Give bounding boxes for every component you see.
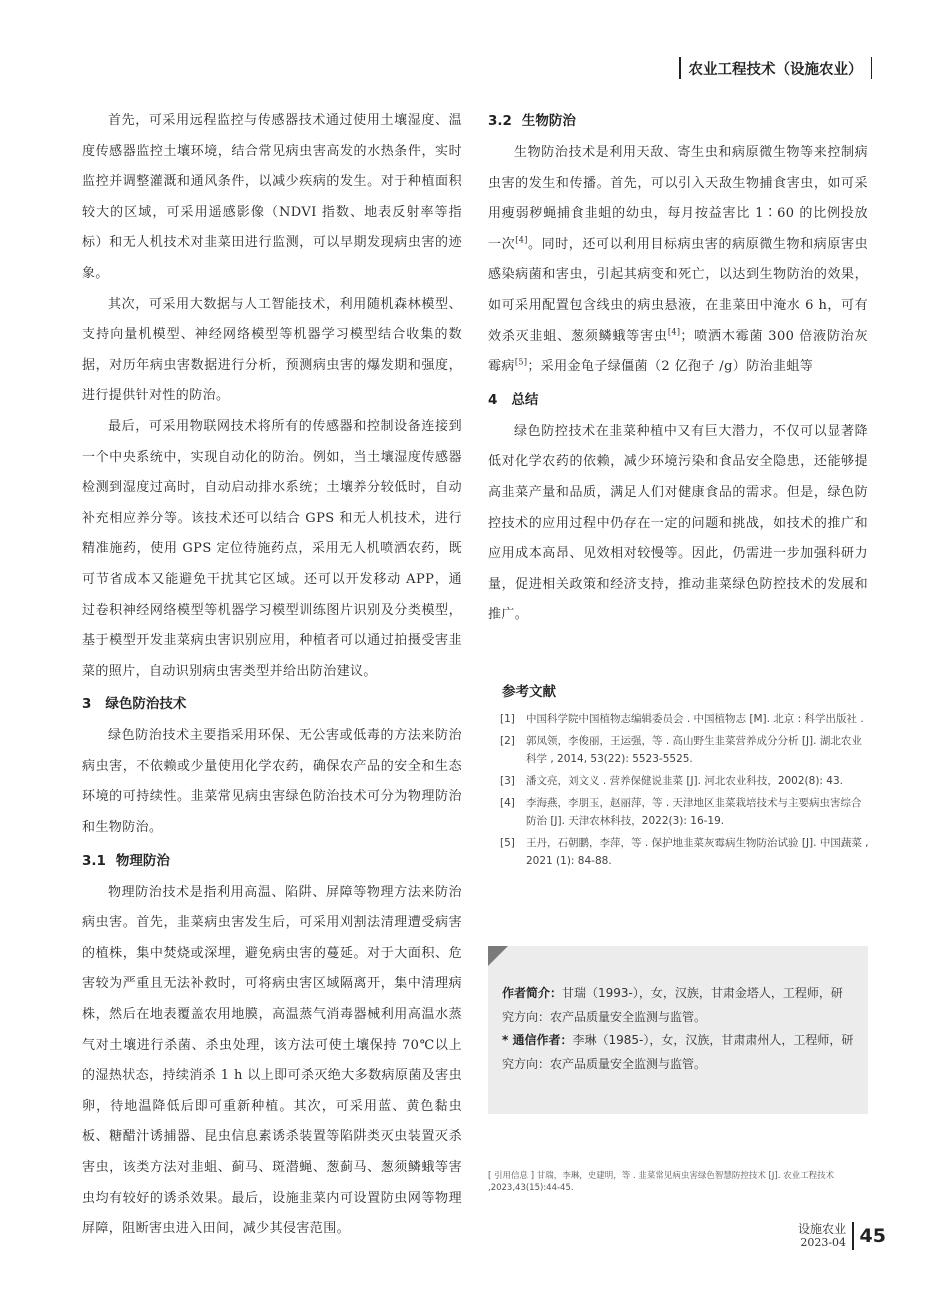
author-info (502, 982, 854, 1076)
header-bar-left (679, 57, 681, 79)
footer-magazine: 设施农业 (798, 1222, 847, 1236)
reference-text: 中国科学院中国植物志编辑委员会 . 中国植物志 [M]. 北京 : 科学出版社 . (526, 713, 864, 725)
text-segment: 。同时，还可以利用目标病虫害的病原微生物和病原害虫感染病菌和害虫，引起其病变和死亡，以达到生物防治的效果，如可采用配置包含线虫的病虫悬液，在韭菜田中淹水 6 h，可有效杀灭韭蛆、葱须鳞蛾等害虫 (488, 236, 868, 344)
citation-ref: [4] (515, 235, 528, 245)
author-intro-text: 甘瑞（1993-），女，汉族，甘肃金塔人，工程师，研究方向：农产品质量安全监测与监管。 (502, 986, 843, 1024)
section-number: 4 (488, 391, 498, 408)
references (500, 680, 870, 874)
references-title: 参考文献 (502, 684, 556, 700)
paragraph-summary: 绿色防控技术在韭菜种植中又有巨大潜力，不仅可以显著降低对化学农药的依赖，减少环境污染和食品安全隐患，还能够提高韭菜产量和品质，满足人们对健康食品的需求。但是，绿色防控技术的应用过程中仍存在一定的问题和挑战，如技术的推广和应用成本高昂、见效相对较慢等。因此，仍需进一步加强科研力量，促进相关政策和经济支持，推动韭菜绿色防控技术的发展和推广。 (488, 423, 868, 623)
corner-triangle (488, 946, 508, 966)
footer-text (798, 1222, 852, 1250)
corresponding-author-label: * 通信作者： (502, 1033, 573, 1047)
reference-number: [4] (500, 797, 515, 809)
reference-item (500, 710, 870, 728)
section-title: 绿色防治技术 (105, 696, 187, 713)
paragraph-physical-control: 物理防治技术是指利用高温、陷阱、屏障等物理方法来防治病虫害。首先，韭菜病虫害发生后，可采用刈割法清理遭受病害的植株，集中焚烧或深埋，避免病虫害的蔓延。对于大面积、危害较为严重且无法补救时，可将病虫害区域隔离开，集中清理病株，然后在地表覆盖农用地膜，高温蒸气消毒器械利用高温水蒸气对土壤进行杀菌、杀虫处理，该方法可使土壤保持 70℃以上的湿热状态，持续消杀 1 h 以上即可杀灭绝大多数病原菌及害虫卵，待地温降低后即可重新种植。其次，可采用蓝、黄色黏虫板、糖醋汁诱捕器、昆虫信息素诱杀装置等陷阱类灭虫装置灭杀害虫，该类方法对韭蛆、蓟马、斑潜蝇、葱蓟马、葱须鳞蛾等害虫均有较好的诱杀效果。最后，设施韭菜内可设置防虫网等物理屏障，阻断害虫进入田间，减少其侵害范围。 (82, 884, 462, 1237)
paragraph-iot: 最后，可采用物联网技术将所有的传感器和控制设备连接到一个中央系统中，实现自动化的防治。例如，当土壤湿度传感器检测到湿度过高时，自动启动排水系统；土壤养分较低时，自动补充相应养分等。该技术还可以结合 GPS 和无人机技术，进行精准施药，使用 GPS 定位待施药点，采用无人机喷洒农药，既可节省成本又能避免干扰其它区域。还可以开发移动 APP，通过卷积神经网络模型等机器学习模型训练图片识别及分类模型，基于模型开发韭菜病虫害识别应用，种植者可以通过拍摄受害韭菜的照片，自动识别病虫害类型并给出防治建议。 (82, 418, 462, 679)
section-title: 总结 (511, 391, 539, 408)
right-column (488, 106, 868, 631)
journal-title: 农业工程技术（设施农业） (688, 61, 863, 78)
text-segment: ；喷洒木霉菌 300 倍液防治灰霉病 (488, 328, 869, 375)
page-footer (798, 1222, 886, 1250)
reference-text: 潘文亮，刘文义 . 营养保健说韭菜 [J]. 河北农业科技，2002(8): 43. (526, 775, 843, 787)
citation-ref: [4] (667, 327, 681, 337)
corresponding-author-text: 李琳（1985-），女，汉族，甘肃肃州人，工程师，研究方向：农产品质量安全监测与监管。 (502, 1033, 854, 1071)
section-heading-3-2 (488, 108, 868, 134)
section-heading-3-1 (82, 848, 462, 874)
author-intro (502, 982, 854, 1029)
citation-ref: [5] (514, 357, 528, 367)
paragraph-monitoring: 首先，可采用远程监控与传感器技术通过使用土壤湿度、温度传感器监控土壤环境，结合常见病虫害高发的水热条件，实时监控并调整灌溉和通风条件，以减少疾病的发生。对于种植面积较大的区域，可采用遥感影像（NDVI 指数、地表反射率等指标）和无人机技术对韭菜田进行监测，可以早期发现病虫害的迹象。 (82, 113, 462, 281)
author-info-box (488, 946, 868, 1114)
section-heading-3 (82, 691, 462, 717)
reference-item (500, 794, 870, 830)
section-title: 物理防治 (115, 852, 170, 869)
text-segment: 生物防治技术是利用天敌、寄生虫和病原微生物等来控制病虫害的发生和传播。首先，可以引入天敌生物捕食害虫，如可采用瘦弱秽蝇捕食韭蛆的幼虫，每月按益害比 1∶60 的比例投放一次 (488, 145, 868, 252)
reference-number: [3] (500, 775, 515, 787)
paragraph-big-data: 其次，可采用大数据与人工智能技术，利用随机森林模型、支持向量机模型、神经网络模型等机器学习模型结合收集的数据，对历年病虫害数据进行分析，预测病虫害的爆发期和强度，进行提供针对性的防治。 (82, 296, 462, 404)
reference-text: 王丹，石朝鹏，李萍，等 . 保护地韭菜灰霉病生物防治试验 [J]. 中国蔬菜 , 2021 (1): 84-88. (526, 837, 869, 867)
reference-number: [2] (500, 735, 515, 747)
footer-date: 2023-04 (800, 1236, 847, 1249)
reference-item (500, 732, 870, 768)
reference-item (500, 772, 870, 790)
corresponding-author (502, 1029, 854, 1076)
reference-item (500, 834, 870, 870)
text-segment: ；采用金龟子绿僵菌（2 亿孢子 /g）防治韭蛆等 (527, 359, 814, 375)
section-heading-4 (488, 387, 868, 413)
paragraph-biological-control (488, 138, 868, 383)
reference-number: [1] (500, 713, 515, 725)
header-bar-right (871, 57, 873, 79)
section-title: 生物防治 (521, 113, 576, 129)
journal-header (679, 56, 872, 80)
page-number: 45 (859, 1225, 886, 1247)
section-number: 3.1 (82, 852, 106, 869)
reference-text: 李海燕，李朋玉，赵丽萍，等 . 天津地区韭菜栽培技术与主要病虫害综合防治 [J]. 天津农林科技，2022(3): 16-19. (526, 797, 862, 827)
citation-info: [ 引用信息 ] 甘瑞，李琳，史建明，等 . 韭菜常见病虫害绿色智慧防控技术 [J]. 农业工程技术 ,2023,43(15):44-45. (488, 1171, 835, 1193)
section-number: 3.2 (488, 113, 512, 129)
paragraph-green-control: 绿色防治技术主要指采用环保、无公害或低毒的方法来防治病虫害，不依赖或少量使用化学农药，确保农产品的安全和生态环境的可持续性。韭菜常见病虫害绿色防治技术可分为物理防治和生物防治。 (82, 728, 462, 836)
author-intro-label: 作者简介： (502, 986, 563, 1000)
reference-number: [5] (500, 837, 515, 849)
section-number: 3 (82, 696, 92, 713)
reference-text: 郭凤领，李俊丽，王运强，等 . 高山野生韭菜营养成分分析 [J]. 湖北农业科学 , 2014, 53(22): 5523-5525. (526, 735, 862, 765)
left-column (82, 106, 462, 1245)
